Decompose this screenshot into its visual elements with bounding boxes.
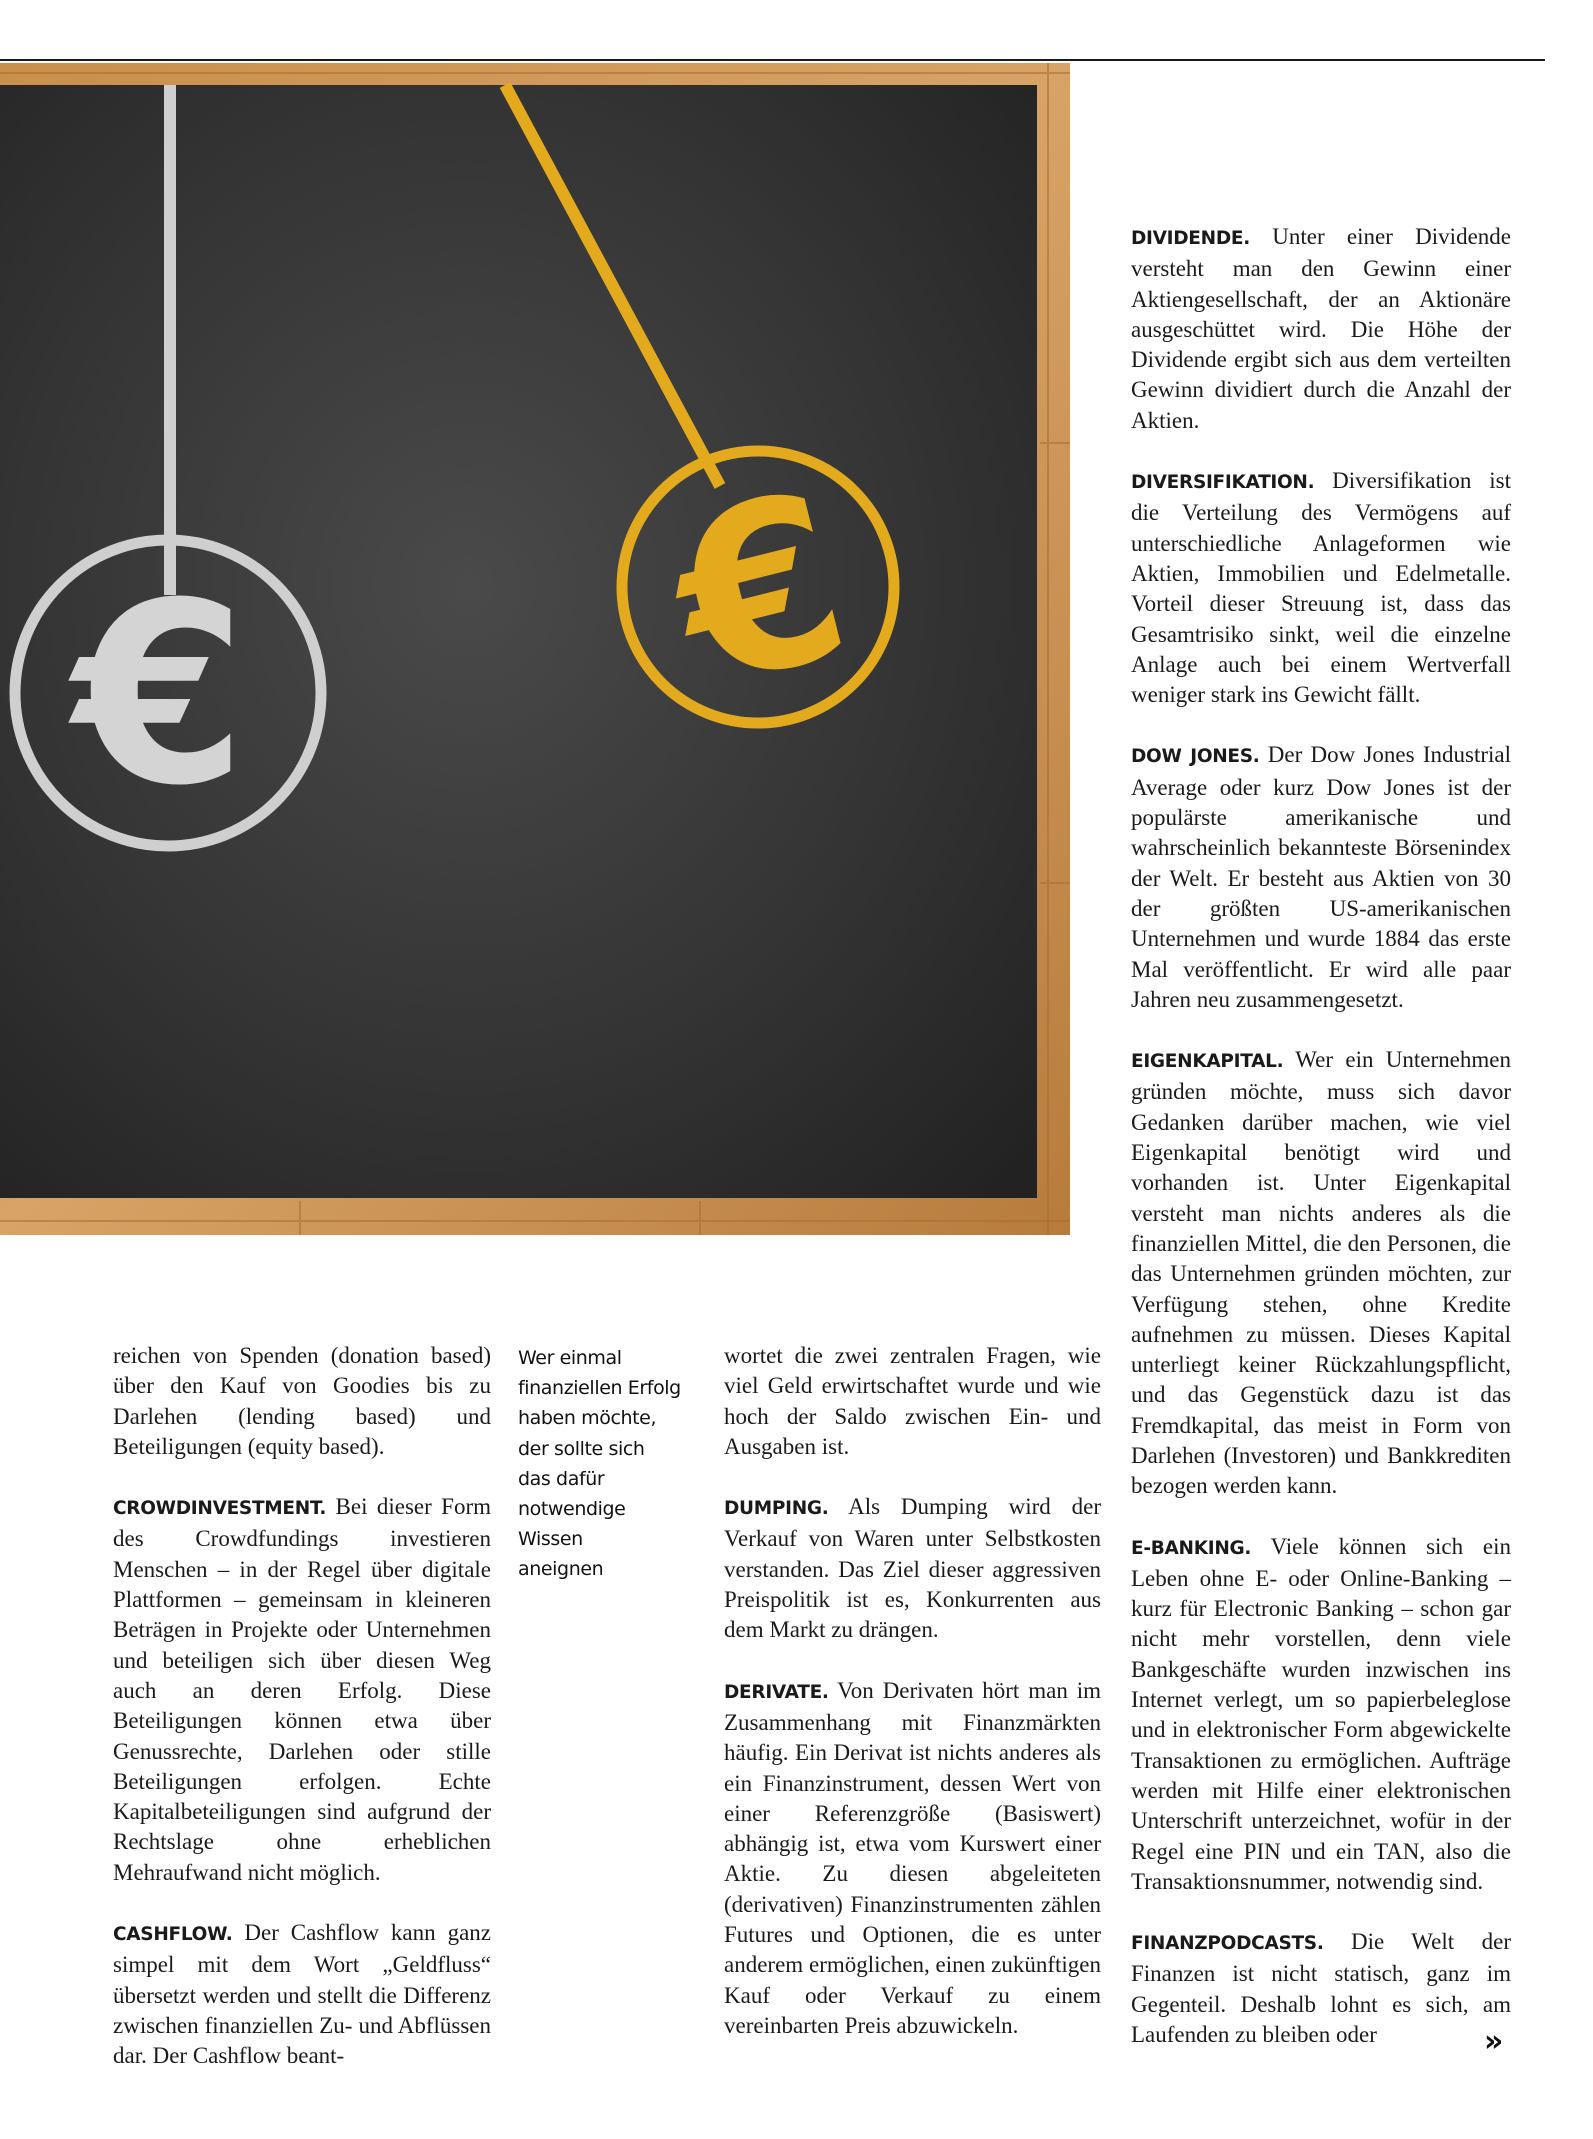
glossary-column-middle — [724, 1341, 1101, 2071]
term-dividende: DIVIDENDE. — [1131, 228, 1250, 249]
pull-quote-line: aneignen — [518, 1558, 604, 1581]
pull-quote — [518, 1343, 703, 1585]
term-dow-jones: DOW JONES. — [1131, 746, 1260, 768]
entry-e-banking — [1131, 1532, 1511, 1898]
euro-pendulum-illustration — [0, 63, 1070, 1235]
term-finanzpodcasts: FINANZPODCASTS. — [1131, 1933, 1324, 1955]
silver-euro-icon: € — [73, 549, 247, 840]
text-cashflow-continued: wortet die zwei zentralen Fragen, wie viel Geld erwirtschaftet wurde und wie hoch der Saldo zwischen Ein- und Ausgaben ist. — [724, 1343, 1101, 1459]
text-crowdfunding-continued: reichen von Spenden (donation based) über den Kauf von Goodies bis zu Darlehen (lending based) und Beteiligungen (equity based). — [113, 1343, 491, 1459]
text-diversifikation: Diversifikation ist die Verteilung des Vermögens auf unterschiedliche Anlageformen wie Aktien, Immobilien und Edelmetalle. Vorteil dieser Streuung ist, dass das Gesamtrisiko sinkt, weil die einzelne Anlage auch bei einem Wertverfall weniger stark ins Gewicht fällt. — [1131, 468, 1511, 708]
text-e-banking: Viele können sich ein Leben ohne E- oder Online-Banking – kurz für Electronic Banking – schon gar nicht mehr vorstellen, denn viele Bankgeschäfte wurden inzwischen ins Internet verlegt, um so papierbeleglose und in elektronischer Form abgewickelte Transaktionen zu ermöglichen. Aufträge werden mit Hilfe einer elektronischen Unterschrift unterzeichnet, wofür in der Regel eine PIN und ein TAN, also die Transaktionsnummer, notwendig sind. — [1131, 1533, 1511, 1894]
glossary-column-left — [113, 1341, 491, 2102]
entry-crowdfunding-continued — [113, 1341, 491, 1462]
entry-dow-jones — [1131, 740, 1511, 1015]
text-dumping: Als Dumping wird der Verkauf von Waren unter Selbstkosten verstanden. Das Ziel dieser aggressiven Preispolitik ist es, Konkurrenten aus dem Markt zu drängen. — [724, 1494, 1101, 1643]
pull-quote-line: haben möchte, — [518, 1407, 657, 1430]
entry-cashflow — [113, 1918, 491, 2071]
continue-arrow-icon: » — [1484, 2024, 1504, 2059]
gold-euro-icon: € — [651, 442, 872, 741]
term-diversifikation: DIVERSIFIKATION. — [1131, 472, 1315, 494]
entry-diversifikation — [1131, 466, 1511, 710]
term-eigenkapital: EIGENKAPITAL. — [1131, 1051, 1284, 1073]
pull-quote-line: finanziellen Erfolg — [518, 1377, 681, 1400]
entry-derivate — [724, 1676, 1101, 2042]
top-rule — [0, 59, 1545, 61]
pull-quote-line: notwendige — [518, 1498, 626, 1521]
glossary-column-right-upper — [1131, 222, 1511, 2080]
text-dividende: Unter einer Dividende versteht man den Gewinn einer Aktiengesellschaft, der an Aktionäre ausgeschüttet wird. Die Höhe der Dividende ergibt sich aus dem verteilten Gewinn dividiert durch die Anzahl der Aktien. — [1131, 224, 1511, 433]
text-dow-jones: Der Dow Jones Industrial Average oder kurz Dow Jones ist der populärste amerikanische und wahrscheinlich bekannteste Börsenindex der Welt. Er besteht aus Aktien von 30 der größten US-amerikanischen Unternehmen und wurde 1884 das erste Mal veröffentlicht. Er wird alle paar Jahren neu zusammengesetzt. — [1131, 742, 1511, 1012]
text-derivate: Von Derivaten hört man im Zusammenhang mit Finanzmärkten häufig. Ein Derivat ist nichts anderes als ein Finanzinstrument, dessen Wert von einer Referenzgröße (Basiswert) abhängig ist, etwa vom Kurswert einer Aktie. Zu diesen abgeleiteten (derivativen) Finanzinstrumenten zählen Futures und Optionen, die es unter anderem ermöglichen, einen zukünftigen Kauf oder Verkauf zu einem vereinbarten Preis abzuwickeln. — [724, 1677, 1102, 2038]
pull-quote-line: der sollte sich — [518, 1437, 645, 1460]
text-crowdinvestment: Bei dieser Form des Crowdfundings investieren Menschen – in der Regel über digitale Plattformen – gemeinsam in kleineren Beträgen in Projekte oder Unternehmen und beteiligen sich über diesen Weg auch an deren Erfolg. Diese Beteiligungen können etwa über Genussrechte, Darlehen oder stille Beteiligungen erfolgen. Echte Kapitalbeteiligungen sind aufgrund der Rechtslage ohne erheblichen Mehraufwand nicht möglich. — [113, 1494, 492, 1885]
text-cashflow: Der Cashflow kann ganz simpel mit dem Wort „Geldfluss“ übersetzt werden und stellt die Differenz zwischen finanziellen Zu- und Abflüssen dar. Der Cashflow beant- — [113, 1920, 491, 2069]
entry-eigenkapital — [1131, 1045, 1511, 1501]
term-e-banking: E-BANKING. — [1131, 1537, 1252, 1559]
term-derivate: DERIVATE. — [724, 1681, 829, 1703]
pull-quote-line: Wer einmal — [518, 1347, 622, 1369]
entry-finanzpodcasts — [1131, 1927, 1511, 2050]
term-crowdinvestment: CROWDINVESTMENT. — [113, 1498, 327, 1520]
entry-crowdinvestment — [113, 1492, 491, 1888]
entry-dumping — [724, 1492, 1101, 1645]
entry-cashflow-continued — [724, 1341, 1101, 1462]
pull-quote-line: das dafür — [518, 1467, 605, 1490]
pull-quote-line: Wissen — [518, 1528, 583, 1551]
term-cashflow: CASHFLOW. — [113, 1924, 233, 1946]
entry-dividende — [1131, 222, 1511, 436]
term-dumping: DUMPING. — [724, 1498, 829, 1520]
text-eigenkapital: Wer ein Unternehmen gründen möchte, muss sich davor Gedanken darüber machen, wie viel Eigenkapital benötigt wird und vorhanden ist. Unter Eigenkapital versteht man nichts anderes als die finanziellen Mittel, die den Personen, die das Unternehmen gründen möchten, zur Verfügung stehen, ohne Kredite aufnehmen zu müssen. Dieses Kapital unterliegt keiner Rückzahlungspflicht, und das Gegenstück dazu ist das Fremdkapital, das meist in Form von Darlehen (Investoren) und Bankkrediten bezogen werden kann. — [1131, 1047, 1511, 1499]
text-finanzpodcasts: Die Welt der Finanzen ist nicht statisch, ganz im Gegenteil. Deshalb lohnt es sich, am Laufenden zu bleiben oder — [1131, 1929, 1511, 2048]
